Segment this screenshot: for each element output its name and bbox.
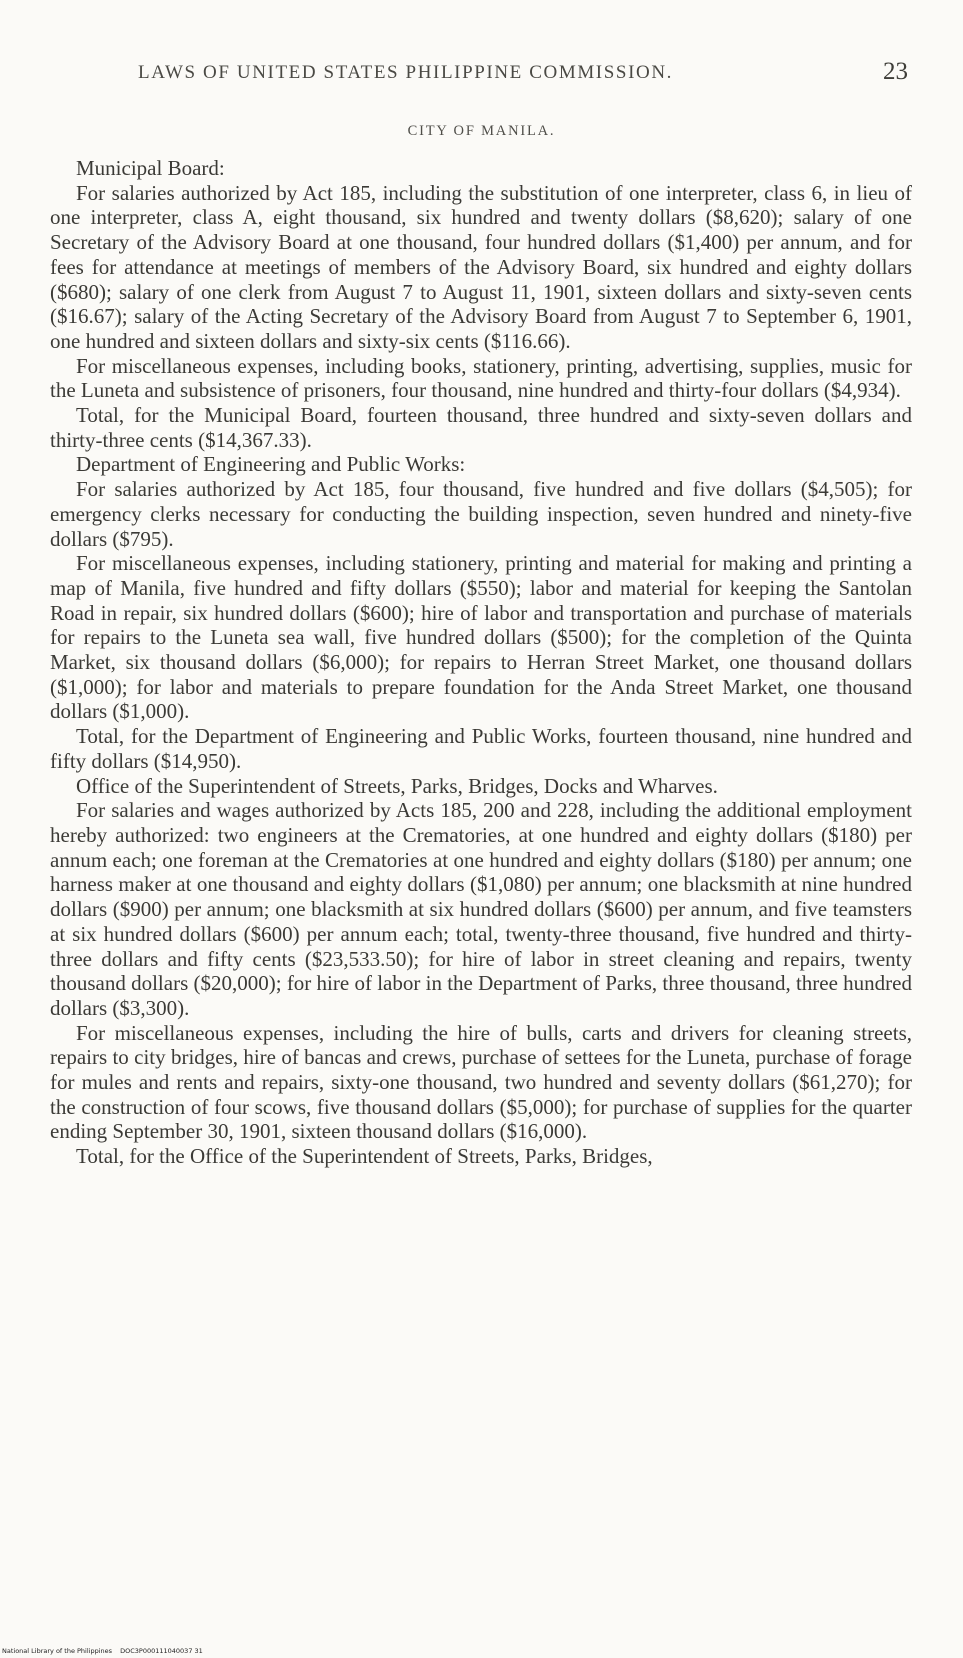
body-text (50, 156, 912, 1169)
scan-code: DOC3P000111040037 31 (120, 1647, 203, 1655)
running-head (138, 58, 908, 85)
paragraph: Total, for the Department of Engineering and Public Works, fourteen thousand, nine hundred and fifty dollars ($14,950). (50, 724, 912, 773)
paragraph: For miscellaneous expenses, including the hire of bulls, carts and drivers for cleaning streets, repairs to city bridges, hire of bancas and crews, purchase of settees for the Luneta, purchase of forage for mules and rents and repairs, sixty-one thousand, two hundred and seventy dollars ($61,270); for the construction of four scows, five thousand dollars ($5,000); for purchase of supplies for the quarter ending September 30, 1901, sixteen thousand dollars ($16,000). (50, 1020, 912, 1144)
library-credit: National Library of the Philippines (2, 1647, 113, 1655)
page-number: 23 (883, 58, 908, 85)
paragraph: For miscellaneous expenses, including stationery, printing and material for making and printing a map of Manila, five hundred and fifty dollars ($550); labor and material for keeping the Santolan Road in repair, six hundred dollars ($600); hire of labor and transportation and purchase of materials for repairs to the Luneta sea wall, five hundred dollars ($500); for the completion of the Quinta Market, six thousand dollars ($6,000); for repairs to Herran Street Market, one thousand dollars ($1,000); for labor and materials to prepare foundation for the Anda Street Market, one thousand dollars ($1,000). (50, 551, 912, 724)
paragraph-engineering-heading: Department of Engineering and Public Works: (76, 452, 466, 477)
paragraph: Total, for the Office of the Superintendent of Streets, Parks, Bridges, (76, 1144, 653, 1169)
paragraph: Total, for the Municipal Board, fourteen thousand, three hundred and sixty-seven dollars and thirty-three cents ($14,367.33). (50, 403, 912, 452)
paragraph: For salaries authorized by Act 185, four thousand, five hundred and five dollars ($4,505); for emergency clerks necessary for conducting the building inspection, seven hundred and ninety-five dollars ($795). (50, 477, 912, 551)
paragraph: For salaries and wages authorized by Acts 185, 200 and 228, including the additional employment hereby authorized: two engineers at the Crematories, at one hundred and eighty dollars ($180) per annum each; one foreman at the Crematories at one hundred and eighty dollars ($180) per annum; one harness maker at one thousand and eighty dollars ($1,080) per annum; one blacksmith at nine hundred dollars ($900) per annum; one blacksmith at six hundred dollars ($600) per annum, and five teamsters at six hundred dollars ($600) per annum each; total, twenty-three thousand, five hundred and thirty-three dollars and fifty cents ($23,533.50); for hire of labor in street cleaning and repairs, twenty thousand dollars ($20,000); for hire of labor in the Department of Parks, three thousand, three hundred dollars ($3,300). (50, 798, 912, 1020)
paragraph-municipal-board-heading: Municipal Board: (76, 156, 225, 180)
section-title: CITY OF MANILA. (407, 123, 556, 139)
paragraph: For miscellaneous expenses, including books, stationery, printing, advertising, supplies, music for the Luneta and subsistence of prisoners, four thousand, nine hundred and thirty-four dollars ($4,934). (50, 353, 912, 403)
paragraph: For salaries authorized by Act 185, including the substitution of one interpreter, class 6, in lieu of one interpreter, class A, eight thousand, six hundred and twenty dollars ($8,620); salary of one Secretary of the Advisory Board at one thousand, four hundred dollars ($1,400) per annum, and for fees for attendance at meetings of members of the Advisory Board, six hundred and eighty dollars ($680); salary of one clerk from August 7 to August 11, 1901, sixteen dollars and sixty-seven cents ($16.67); salary of the Acting Secretary of the Advisory Board from August 7 to September 6, 1901, one hundred and sixteen dollars and sixty-six cents ($116.66). (50, 180, 912, 353)
running-title: LAWS OF UNITED STATES PHILIPPINE COMMISSION. (138, 62, 673, 83)
scan-footer (2, 1647, 209, 1655)
paragraph-superintendent-heading: Office of the Superintendent of Streets, Parks, Bridges, Docks and Wharves. (76, 773, 718, 798)
